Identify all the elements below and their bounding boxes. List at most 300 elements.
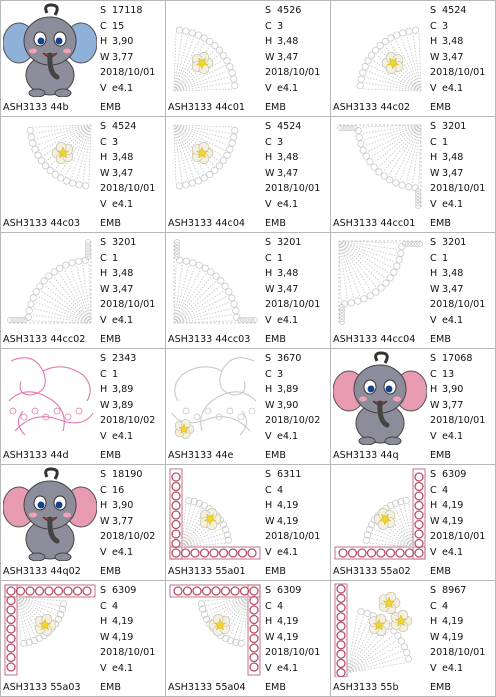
design-format: EMB bbox=[100, 566, 121, 577]
stat-height bbox=[100, 266, 164, 282]
stat-height-label: H bbox=[265, 36, 273, 48]
stat-stitches-label: S bbox=[265, 469, 272, 480]
stat-width-value: 3,47 bbox=[277, 51, 299, 63]
stat-width bbox=[265, 630, 329, 646]
stat-date: 2018/10/01 bbox=[100, 647, 156, 659]
design-stats bbox=[265, 351, 329, 445]
stat-width-value: 3,47 bbox=[112, 167, 134, 179]
stat-version bbox=[430, 661, 494, 677]
stat-height-value: 3,48 bbox=[277, 152, 299, 164]
stat-version bbox=[100, 313, 164, 329]
stat-stitches-label: S bbox=[265, 121, 272, 132]
stat-date: 2018/10/01 bbox=[100, 299, 156, 311]
stat-colors bbox=[100, 367, 164, 383]
stat-version-label: V bbox=[100, 82, 107, 94]
stat-colors-value: 1 bbox=[277, 252, 284, 264]
stat-width-label: W bbox=[100, 399, 110, 411]
design-format: EMB bbox=[265, 566, 286, 577]
design-cell[interactable] bbox=[165, 348, 330, 464]
design-thumbnail[interactable] bbox=[168, 351, 262, 445]
embroidery-preview-image bbox=[168, 119, 262, 213]
stat-version bbox=[265, 313, 329, 329]
design-name: ASH3133 44c02 bbox=[333, 102, 411, 113]
design-cell[interactable] bbox=[330, 116, 496, 232]
stat-width-value: 3,47 bbox=[277, 283, 299, 295]
stat-version-value: e4.1 bbox=[112, 662, 134, 674]
embroidery-preview-image bbox=[168, 235, 262, 329]
design-stats bbox=[430, 3, 494, 97]
stat-width bbox=[430, 282, 494, 298]
stat-date: 2018/10/01 bbox=[430, 647, 486, 659]
stat-date: 2018/10/02 bbox=[100, 415, 156, 427]
stat-stitches-label: S bbox=[430, 5, 437, 16]
design-cell[interactable] bbox=[0, 0, 165, 116]
design-stats bbox=[265, 119, 329, 213]
stat-height-label: H bbox=[430, 268, 438, 280]
stat-width-value: 3,77 bbox=[442, 399, 464, 411]
stat-colors-label: C bbox=[100, 600, 107, 612]
stat-height-label: H bbox=[430, 616, 438, 628]
stat-version-value: e4.1 bbox=[277, 546, 299, 558]
design-name: ASH3133 44b bbox=[3, 102, 69, 113]
stat-stitches-label: S bbox=[265, 5, 272, 16]
stat-colors-label: C bbox=[430, 600, 437, 612]
stat-version-value: e4.1 bbox=[277, 314, 299, 326]
design-format: EMB bbox=[100, 334, 121, 345]
design-name: ASH3133 44cc01 bbox=[333, 218, 416, 229]
stat-height bbox=[430, 34, 494, 50]
stat-width bbox=[100, 514, 164, 530]
stat-stitches bbox=[100, 235, 164, 251]
stat-height-value: 4,19 bbox=[277, 500, 299, 512]
design-stats bbox=[265, 583, 329, 677]
stat-date: 2018/10/01 bbox=[430, 183, 486, 195]
design-stats bbox=[265, 3, 329, 97]
stat-colors-value: 1 bbox=[112, 368, 119, 380]
stat-height bbox=[430, 498, 494, 514]
stat-version-value: e4.1 bbox=[112, 198, 134, 210]
stat-version-label: V bbox=[430, 662, 437, 674]
stat-version-label: V bbox=[430, 430, 437, 442]
stat-width-label: W bbox=[430, 283, 440, 295]
design-format: EMB bbox=[430, 334, 451, 345]
design-thumbnail[interactable] bbox=[168, 467, 262, 561]
stat-width-value: 4,19 bbox=[112, 631, 134, 643]
stat-colors-label: C bbox=[430, 368, 437, 380]
stat-version bbox=[430, 313, 494, 329]
stat-height-value: 3,89 bbox=[277, 384, 299, 396]
stat-colors bbox=[430, 483, 494, 499]
design-cell[interactable] bbox=[165, 580, 330, 696]
stat-height-value: 3,48 bbox=[277, 268, 299, 280]
design-format: EMB bbox=[265, 450, 286, 461]
stat-version bbox=[265, 545, 329, 561]
design-thumbnail[interactable] bbox=[3, 467, 97, 561]
stat-width bbox=[100, 398, 164, 414]
stat-height-label: H bbox=[430, 152, 438, 164]
design-format: EMB bbox=[430, 682, 451, 693]
design-format: EMB bbox=[265, 682, 286, 693]
stat-version-value: e4.1 bbox=[442, 430, 464, 442]
design-cell[interactable] bbox=[0, 232, 165, 348]
stat-version bbox=[430, 545, 494, 561]
stat-width-value: 3,47 bbox=[442, 51, 464, 63]
design-format: EMB bbox=[430, 450, 451, 461]
stat-height-label: H bbox=[265, 616, 273, 628]
stat-version bbox=[265, 197, 329, 213]
embroidery-preview-image bbox=[3, 235, 97, 329]
design-name: ASH3133 44cc03 bbox=[168, 334, 251, 345]
stat-stitches-value: 18190 bbox=[112, 469, 143, 480]
stat-height-label: H bbox=[100, 384, 108, 396]
stat-colors-label: C bbox=[100, 20, 107, 32]
design-stats bbox=[430, 351, 494, 445]
stat-stitches bbox=[430, 3, 494, 19]
stat-width bbox=[100, 630, 164, 646]
stat-stitches-value: 4526 bbox=[277, 5, 302, 16]
design-thumbnail[interactable] bbox=[333, 583, 427, 677]
stat-stitches-label: S bbox=[100, 585, 107, 596]
design-stats bbox=[265, 467, 329, 561]
stat-colors-value: 16 bbox=[112, 484, 125, 496]
stat-version-label: V bbox=[100, 198, 107, 210]
stat-date: 2018/10/01 bbox=[265, 531, 321, 543]
stat-width bbox=[265, 514, 329, 530]
design-thumbnail[interactable] bbox=[3, 583, 97, 677]
design-cell[interactable] bbox=[165, 0, 330, 116]
stat-version-label: V bbox=[100, 314, 107, 326]
embroidery-preview-image bbox=[333, 467, 427, 561]
embroidery-preview-image bbox=[3, 119, 97, 213]
stat-height-value: 3,48 bbox=[112, 268, 134, 280]
stat-version-value: e4.1 bbox=[112, 430, 134, 442]
stat-width-label: W bbox=[100, 167, 110, 179]
stat-width-label: W bbox=[100, 631, 110, 643]
design-name: ASH3133 44q bbox=[333, 450, 399, 461]
design-format: EMB bbox=[430, 566, 451, 577]
design-name: ASH3133 44q02 bbox=[3, 566, 81, 577]
design-name: ASH3133 44e bbox=[168, 450, 234, 461]
stat-version-value: e4.1 bbox=[277, 82, 299, 94]
design-format: EMB bbox=[265, 102, 286, 113]
design-cell[interactable] bbox=[165, 464, 330, 580]
design-cell[interactable] bbox=[330, 464, 496, 580]
stat-colors-label: C bbox=[265, 484, 272, 496]
stat-width-value: 3,77 bbox=[112, 51, 134, 63]
stat-colors-label: C bbox=[100, 252, 107, 264]
stat-version bbox=[100, 429, 164, 445]
stat-height-label: H bbox=[265, 384, 273, 396]
stat-width-label: W bbox=[430, 167, 440, 179]
stat-colors bbox=[100, 19, 164, 35]
stat-version bbox=[265, 429, 329, 445]
stat-version-value: e4.1 bbox=[277, 662, 299, 674]
stat-colors-label: C bbox=[430, 136, 437, 148]
embroidery-preview-image bbox=[3, 583, 97, 677]
stat-stitches-label: S bbox=[265, 585, 272, 596]
design-format: EMB bbox=[100, 102, 121, 113]
stat-stitches-value: 3670 bbox=[277, 353, 302, 364]
stat-stitches bbox=[430, 583, 494, 599]
stat-width-label: W bbox=[430, 631, 440, 643]
embroidery-preview-image bbox=[3, 467, 97, 561]
stat-colors-label: C bbox=[430, 484, 437, 496]
design-cell[interactable] bbox=[330, 348, 496, 464]
stat-stitches bbox=[430, 467, 494, 483]
stat-colors bbox=[265, 19, 329, 35]
design-stats bbox=[430, 467, 494, 561]
stat-colors bbox=[265, 251, 329, 267]
stat-colors-value: 1 bbox=[442, 252, 449, 264]
stat-version-value: e4.1 bbox=[277, 198, 299, 210]
stat-stitches bbox=[265, 467, 329, 483]
stat-height bbox=[265, 614, 329, 630]
stat-height-value: 3,48 bbox=[442, 152, 464, 164]
stat-height-label: H bbox=[265, 268, 273, 280]
stat-version bbox=[430, 197, 494, 213]
stat-colors-label: C bbox=[100, 368, 107, 380]
stat-colors bbox=[265, 483, 329, 499]
design-thumbnail[interactable] bbox=[333, 467, 427, 561]
stat-width bbox=[265, 282, 329, 298]
stat-stitches-value: 4524 bbox=[277, 121, 302, 132]
design-thumbnail[interactable] bbox=[333, 119, 427, 213]
stat-date: 2018/10/02 bbox=[100, 531, 156, 543]
design-cell[interactable] bbox=[0, 580, 165, 696]
stat-date: 2018/10/01 bbox=[430, 531, 486, 543]
stat-colors-label: C bbox=[265, 600, 272, 612]
embroidery-preview-image bbox=[168, 3, 262, 97]
stat-colors-value: 15 bbox=[112, 20, 125, 32]
stat-colors bbox=[100, 483, 164, 499]
stat-stitches-label: S bbox=[100, 121, 107, 132]
stat-version-value: e4.1 bbox=[442, 314, 464, 326]
embroidery-preview-image bbox=[168, 351, 262, 445]
stat-stitches-label: S bbox=[430, 353, 437, 364]
design-cell[interactable] bbox=[0, 464, 165, 580]
stat-stitches bbox=[265, 351, 329, 367]
stat-height-label: H bbox=[100, 500, 108, 512]
stat-version-label: V bbox=[430, 546, 437, 558]
design-thumbnail[interactable] bbox=[333, 3, 427, 97]
stat-width-value: 3,47 bbox=[277, 167, 299, 179]
embroidery-preview-image bbox=[168, 583, 262, 677]
stat-version-label: V bbox=[265, 314, 272, 326]
stat-colors bbox=[100, 251, 164, 267]
stat-height bbox=[265, 266, 329, 282]
stat-stitches-value: 6311 bbox=[277, 469, 302, 480]
stat-colors bbox=[100, 599, 164, 615]
embroidery-preview-image bbox=[3, 3, 97, 97]
design-thumbnail[interactable] bbox=[168, 235, 262, 329]
design-name: ASH3133 55a03 bbox=[3, 682, 81, 693]
stat-height-value: 3,90 bbox=[112, 500, 134, 512]
stat-colors-value: 3 bbox=[277, 136, 284, 148]
stat-height-label: H bbox=[265, 500, 273, 512]
stat-width bbox=[100, 166, 164, 182]
stat-width-label: W bbox=[100, 51, 110, 63]
design-thumbnail[interactable] bbox=[168, 583, 262, 677]
design-name: ASH3133 44c01 bbox=[168, 102, 246, 113]
stat-version-label: V bbox=[430, 314, 437, 326]
design-format: EMB bbox=[265, 334, 286, 345]
stat-stitches-label: S bbox=[430, 585, 437, 596]
stat-stitches-label: S bbox=[265, 237, 272, 248]
stat-height-value: 3,90 bbox=[442, 384, 464, 396]
stat-height-value: 4,19 bbox=[112, 616, 134, 628]
stat-width-value: 3,89 bbox=[112, 399, 134, 411]
stat-width-label: W bbox=[265, 51, 275, 63]
stat-stitches-value: 3201 bbox=[442, 237, 467, 248]
stat-height bbox=[430, 614, 494, 630]
stat-version-label: V bbox=[100, 546, 107, 558]
design-cell[interactable] bbox=[330, 0, 496, 116]
stat-height bbox=[100, 150, 164, 166]
design-thumbnail[interactable] bbox=[3, 235, 97, 329]
design-thumbnail[interactable] bbox=[3, 351, 97, 445]
design-thumbnail[interactable] bbox=[168, 119, 262, 213]
stat-version bbox=[100, 661, 164, 677]
stat-stitches bbox=[100, 351, 164, 367]
design-cell[interactable] bbox=[165, 232, 330, 348]
stat-height-label: H bbox=[100, 152, 108, 164]
stat-version bbox=[265, 661, 329, 677]
stat-width-label: W bbox=[265, 399, 275, 411]
stat-colors-value: 3 bbox=[442, 20, 449, 32]
stat-stitches-label: S bbox=[100, 5, 107, 16]
stat-width-label: W bbox=[265, 515, 275, 527]
stat-width-value: 4,19 bbox=[442, 515, 464, 527]
stat-height bbox=[100, 34, 164, 50]
design-name: ASH3133 55b bbox=[333, 682, 399, 693]
design-name: ASH3133 44cc02 bbox=[3, 334, 86, 345]
design-cell[interactable] bbox=[330, 580, 496, 696]
stat-colors-value: 3 bbox=[112, 136, 119, 148]
stat-version bbox=[100, 545, 164, 561]
stat-stitches-value: 6309 bbox=[442, 469, 467, 480]
design-cell[interactable] bbox=[330, 232, 496, 348]
design-stats bbox=[100, 119, 164, 213]
stat-width-value: 3,90 bbox=[277, 399, 299, 411]
stat-stitches bbox=[100, 467, 164, 483]
stat-colors-label: C bbox=[100, 484, 107, 496]
design-stats bbox=[100, 467, 164, 561]
stat-stitches-value: 6309 bbox=[112, 585, 137, 596]
stat-colors-value: 4 bbox=[112, 600, 119, 612]
stat-version-value: e4.1 bbox=[277, 430, 299, 442]
stat-colors bbox=[430, 367, 494, 383]
stat-height-value: 3,48 bbox=[442, 36, 464, 48]
design-cell[interactable] bbox=[0, 116, 165, 232]
stat-stitches-label: S bbox=[430, 121, 437, 132]
stat-stitches-value: 3201 bbox=[277, 237, 302, 248]
stat-date: 2018/10/01 bbox=[265, 183, 321, 195]
design-thumbnail[interactable] bbox=[3, 3, 97, 97]
stat-stitches-value: 4524 bbox=[442, 5, 467, 16]
design-name: ASH3133 55a01 bbox=[168, 566, 246, 577]
stat-colors bbox=[430, 599, 494, 615]
design-format: EMB bbox=[430, 218, 451, 229]
stat-colors bbox=[265, 599, 329, 615]
design-cell[interactable] bbox=[165, 116, 330, 232]
stat-width-label: W bbox=[430, 515, 440, 527]
design-name: ASH3133 44c03 bbox=[3, 218, 81, 229]
stat-date: 2018/10/01 bbox=[100, 183, 156, 195]
stat-version-label: V bbox=[100, 662, 107, 674]
stat-width bbox=[430, 514, 494, 530]
stat-width bbox=[265, 166, 329, 182]
stat-height bbox=[100, 614, 164, 630]
stat-stitches-value: 3201 bbox=[442, 121, 467, 132]
stat-version-label: V bbox=[265, 662, 272, 674]
stat-colors-label: C bbox=[265, 368, 272, 380]
design-format: EMB bbox=[265, 218, 286, 229]
stat-date: 2018/10/01 bbox=[265, 299, 321, 311]
design-thumbnail[interactable] bbox=[168, 3, 262, 97]
design-stats bbox=[430, 583, 494, 677]
stat-width-value: 3,77 bbox=[112, 515, 134, 527]
stat-colors-label: C bbox=[430, 20, 437, 32]
stat-version bbox=[100, 197, 164, 213]
stat-height-label: H bbox=[265, 152, 273, 164]
stat-stitches-label: S bbox=[100, 237, 107, 248]
stat-stitches bbox=[430, 351, 494, 367]
stat-date: 2018/10/01 bbox=[430, 415, 486, 427]
stat-height bbox=[100, 498, 164, 514]
stat-colors-value: 4 bbox=[277, 600, 284, 612]
embroidery-preview-image bbox=[3, 351, 97, 445]
stat-stitches-label: S bbox=[100, 353, 107, 364]
stat-height-value: 3,48 bbox=[277, 36, 299, 48]
stat-height-value: 3,90 bbox=[112, 36, 134, 48]
stat-stitches-value: 8967 bbox=[442, 585, 467, 596]
stat-height bbox=[100, 382, 164, 398]
stat-colors-value: 4 bbox=[442, 600, 449, 612]
stat-version-label: V bbox=[430, 198, 437, 210]
stat-height-value: 4,19 bbox=[442, 616, 464, 628]
stat-date: 2018/10/01 bbox=[100, 67, 156, 79]
design-thumbnail[interactable] bbox=[333, 235, 427, 329]
stat-height bbox=[265, 382, 329, 398]
design-name: ASH3133 55a02 bbox=[333, 566, 411, 577]
stat-stitches-value: 17068 bbox=[442, 353, 473, 364]
stat-version-label: V bbox=[265, 198, 272, 210]
stat-stitches-label: S bbox=[265, 353, 272, 364]
stat-date: 2018/10/01 bbox=[430, 299, 486, 311]
design-cell[interactable] bbox=[0, 348, 165, 464]
design-thumbnail[interactable] bbox=[333, 351, 427, 445]
stat-height-value: 3,48 bbox=[112, 152, 134, 164]
stat-width-value: 3,47 bbox=[112, 283, 134, 295]
stat-width bbox=[100, 50, 164, 66]
design-stats bbox=[100, 235, 164, 329]
stat-stitches bbox=[100, 119, 164, 135]
stat-colors-label: C bbox=[265, 136, 272, 148]
stat-stitches-label: S bbox=[430, 237, 437, 248]
stat-width bbox=[100, 282, 164, 298]
stat-width bbox=[265, 398, 329, 414]
stat-version-label: V bbox=[265, 546, 272, 558]
stat-stitches bbox=[265, 119, 329, 135]
stat-date: 2018/10/02 bbox=[265, 415, 321, 427]
stat-height-value: 3,48 bbox=[442, 268, 464, 280]
stat-width-value: 3,47 bbox=[442, 167, 464, 179]
design-thumbnail[interactable] bbox=[3, 119, 97, 213]
stat-date: 2018/10/01 bbox=[265, 67, 321, 79]
stat-colors-label: C bbox=[100, 136, 107, 148]
stat-stitches-value: 17118 bbox=[112, 5, 143, 16]
stat-colors-value: 1 bbox=[112, 252, 119, 264]
